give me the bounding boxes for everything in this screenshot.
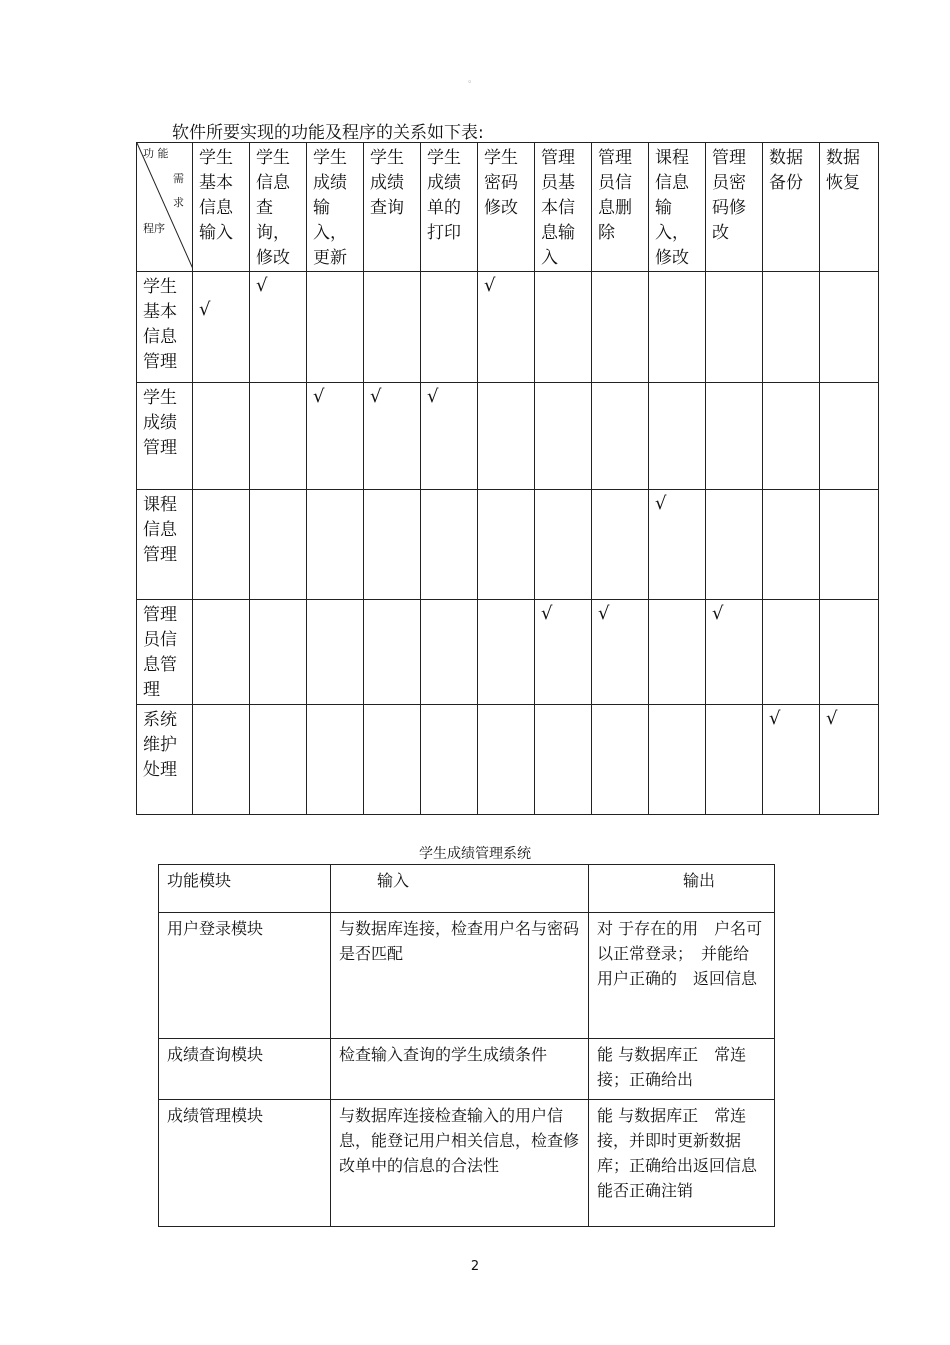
check-cell [478,490,535,600]
module-row [159,913,775,1039]
corner-label-need-2: 求 [173,196,184,209]
check-cell [364,383,421,490]
check-cell [364,490,421,600]
check-cell [820,490,879,600]
check-cell [820,272,879,383]
check-cell [307,600,364,705]
check-cell [421,272,478,383]
matrix-header-row [137,143,879,272]
check-cell [706,383,763,490]
check-cell [649,383,706,490]
check-cell [478,705,535,815]
column-header: 数据恢复 [820,143,879,272]
check-cell [706,490,763,600]
column-header: 学生密码修改 [478,143,535,272]
check-cell [820,705,879,815]
check-cell [820,600,879,705]
check-cell [535,490,592,600]
matrix-row [137,490,879,600]
module-row [159,1100,775,1227]
check-cell [592,600,649,705]
check-cell [250,600,307,705]
corner-diagonal [137,143,193,269]
matrix-row [137,705,879,815]
module-input: 与数据库连接，检查用户名与密码是否匹配 [331,913,589,1039]
check-cell [364,705,421,815]
check-cell [307,383,364,490]
check-cell [364,272,421,383]
check-mark: √ [199,299,211,320]
check-cell [364,600,421,705]
row-label: 系统维护处理 [137,705,193,815]
check-mark: √ [769,708,781,729]
check-cell [193,272,250,383]
header-module: 功能模块 [159,865,331,913]
function-program-matrix [136,142,879,815]
check-cell [820,383,879,490]
module-output-extra: 能否正确注销 [597,1181,694,1200]
check-cell [706,600,763,705]
check-mark: √ [427,386,439,407]
corner-label-program: 程序 [143,222,165,235]
module-table [158,864,775,1227]
check-mark: √ [598,603,610,624]
check-cell [421,705,478,815]
column-header: 学生成绩输入，更新 [307,143,364,272]
column-header: 管理员基本信息输入 [535,143,592,272]
check-cell [307,272,364,383]
column-header: 数据备份 [763,143,820,272]
check-cell [193,600,250,705]
check-cell [763,490,820,600]
check-cell [535,600,592,705]
check-cell [706,705,763,815]
column-header: 学生信息查询，修改 [250,143,307,272]
check-mark: √ [256,275,268,296]
matrix-row [137,272,879,383]
module-output: 对 于存在的用 户名可以正常登录； 并能给 用户正确的 返回信息 [589,913,775,1039]
corner-label-need-1: 需 [173,172,184,185]
check-cell [763,272,820,383]
check-cell [250,383,307,490]
check-cell [763,600,820,705]
check-cell [649,272,706,383]
check-cell [193,383,250,490]
check-cell [763,705,820,815]
check-cell [250,490,307,600]
check-mark: √ [541,603,553,624]
module-output: 能 与数据库正 常连接，并即时更新数据库；正确给出返回信息 [597,1106,758,1175]
column-header: 学生基本信息输入 [193,143,250,272]
module-name: 成绩管理模块 [159,1100,331,1227]
check-cell [649,600,706,705]
check-cell [592,490,649,600]
check-mark: √ [655,493,667,514]
matrix-row [137,600,879,705]
column-header: 管理员密码修改 [706,143,763,272]
check-cell [250,272,307,383]
check-cell [421,490,478,600]
row-label: 学生成绩管理 [137,383,193,490]
matrix-row [137,383,879,490]
module-name: 成绩查询模块 [159,1039,331,1100]
check-mark: √ [313,386,325,407]
check-cell [706,272,763,383]
column-header: 学生成绩单的打印 [421,143,478,272]
check-cell [649,490,706,600]
check-mark: √ [370,386,382,407]
check-cell [250,705,307,815]
module-name: 用户登录模块 [159,913,331,1039]
check-cell [307,490,364,600]
module-input: 与数据库连接检查输入的用户信息，能登记用户相关信息，检查修改单中的信息的合法性 [331,1100,589,1227]
module-input: 检查输入查询的学生成绩条件 [331,1039,589,1100]
table-caption: 学生成绩管理系统 [419,846,531,862]
module-header-row [159,865,775,913]
module-output-cell [589,1100,775,1227]
corner-label-function: 功 能 [143,147,169,160]
intro-text: 软件所要实现的功能及程序的关系如下表: [172,123,484,143]
check-cell [421,600,478,705]
module-row [159,1039,775,1100]
column-header: 课程信息输入，修改 [649,143,706,272]
top-dot: 。 [468,75,478,85]
check-cell [478,383,535,490]
check-cell [592,383,649,490]
check-cell [649,705,706,815]
row-label: 学生基本信息管理 [137,272,193,383]
row-label: 课程信息管理 [137,490,193,600]
column-header: 学生成绩查询 [364,143,421,272]
check-cell [478,272,535,383]
matrix-corner-cell [137,143,193,272]
check-cell [763,383,820,490]
page-number: 2 [470,1259,480,1274]
module-output: 能 与数据库正 常连接；正确给出 [589,1039,775,1100]
check-mark: √ [826,708,838,729]
check-mark: √ [484,275,496,296]
header-output: 输出 [589,865,775,913]
check-cell [592,272,649,383]
header-input: 输入 [331,865,589,913]
check-cell [193,705,250,815]
check-cell [307,705,364,815]
check-cell [421,383,478,490]
check-cell [592,705,649,815]
row-label: 管理员信息管理 [137,600,193,705]
check-cell [193,490,250,600]
column-header: 管理员信息删除 [592,143,649,272]
check-cell [535,705,592,815]
check-cell [478,600,535,705]
check-cell [535,383,592,490]
check-cell [535,272,592,383]
check-mark: √ [712,603,724,624]
